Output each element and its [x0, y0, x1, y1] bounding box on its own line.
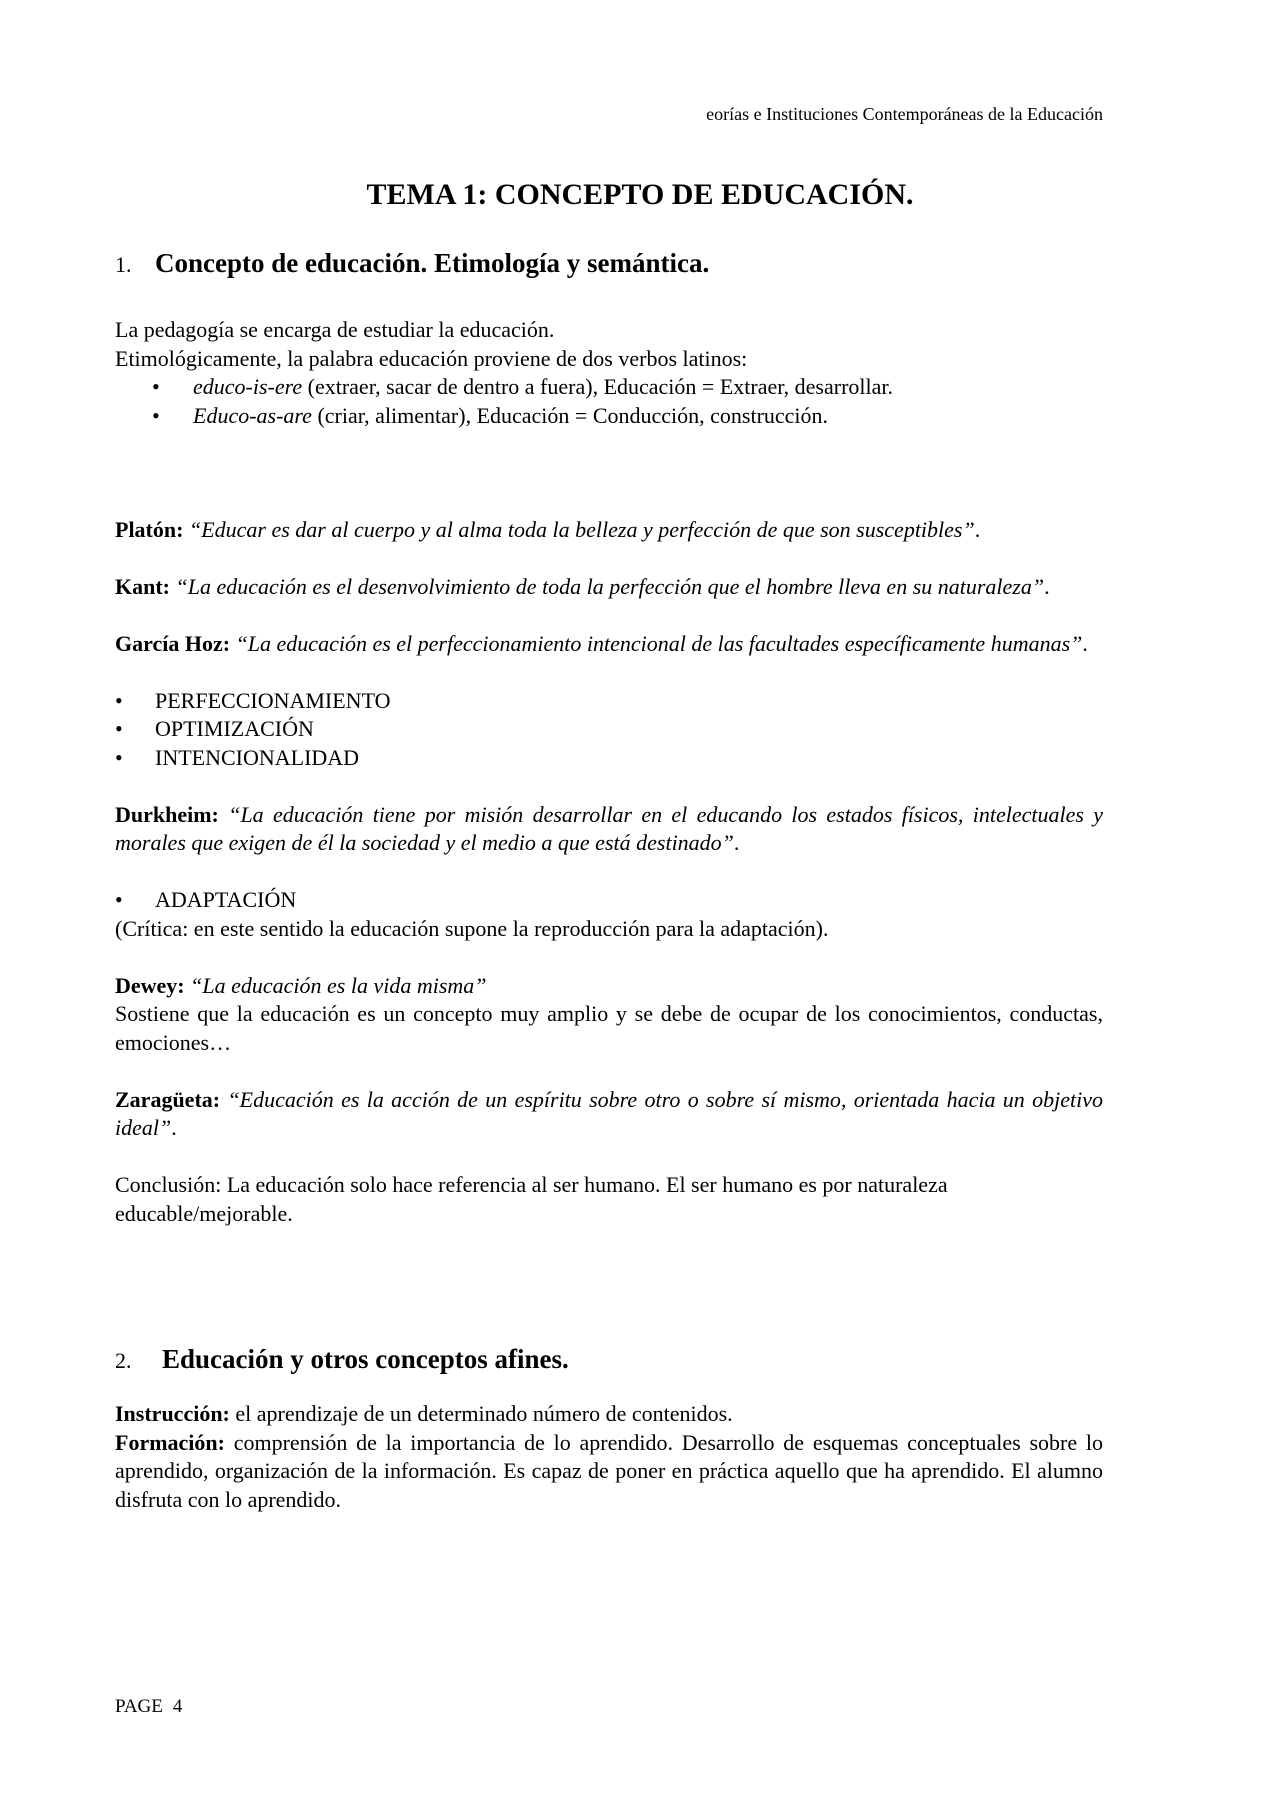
page-title: TEMA 1: CONCEPTO DE EDUCACIÓN.	[366, 178, 914, 211]
bullet-icon: •	[115, 687, 123, 713]
list-item	[115, 373, 1103, 402]
etymology-term: educo-is-ere	[193, 374, 303, 399]
author-quote: “La educación es el desenvolvimiento de toda la perfección que el hombre lleva en su naturaleza”	[175, 573, 1045, 599]
list-item: • PERFECCIONAMIENTO	[115, 687, 1103, 716]
running-header: eorías e Instituciones Contemporáneas de la Educación	[706, 104, 1103, 124]
bullet-icon: •	[152, 374, 160, 399]
author-quote: “La educación es la vida misma”	[190, 972, 487, 998]
dewey-explanation: Sostiene que la educación es un concepto muy amplio y se debe de ocupar de los conocimientos, conductas, emociones…	[115, 1001, 1103, 1055]
bullet-icon: •	[115, 887, 123, 912]
section-1-title: Concepto de educación. Etimología y semántica.	[155, 248, 710, 278]
author-name: García Hoz:	[115, 630, 231, 656]
author-quote: “Educación es la acción de un espíritu sobre otro o sobre sí mismo, orientada hacia un objetivo ideal”	[115, 1086, 1104, 1140]
author-quote: “Educar es dar al cuerpo y al alma toda la belleza y perfección de que son susceptibles”	[188, 516, 975, 542]
section-2-title: Educación y otros conceptos afines.	[162, 1344, 569, 1374]
critique-text: (Crítica: en este sentido la educación supone la reproducción para la adaptación).	[115, 915, 829, 941]
bullet-icon: •	[115, 716, 123, 741]
list-item: • OPTIMIZACIÓN	[115, 715, 1103, 744]
intro-paragraph-2: Etimológicamente, la palabra educación proviene de dos verbos latinos:	[115, 345, 748, 371]
section-1-number: 1.	[115, 252, 132, 277]
list-item: • ADAPTACIÓN	[115, 886, 1103, 915]
conclusion-text: Conclusión: La educación solo hace referencia al ser humano. El ser humano es por naturaleza educable/mejorable.	[115, 1172, 948, 1226]
bullet-icon: •	[115, 744, 123, 770]
author-name: Kant:	[115, 573, 170, 599]
etymology-term: Educo-as-are	[193, 402, 312, 428]
page-number: 4	[172, 1696, 183, 1717]
keywords-list	[115, 687, 1103, 773]
author-quote: “La educación tiene por misión desarrollar en el educando los estados físicos, intelectuales y morales que exigen de él la sociedad y el medio a que está destinado”	[115, 801, 1103, 855]
page-label: PAGE	[115, 1696, 163, 1717]
author-name: Zaragüeta:	[115, 1086, 221, 1112]
intro-paragraph-1: La pedagogía se encarga de estudiar la educación.	[115, 317, 555, 342]
author-name: Dewey:	[115, 972, 185, 998]
formacion-definition	[115, 1429, 1103, 1515]
instruccion-definition	[115, 1400, 1103, 1429]
bullet-icon: •	[152, 402, 160, 428]
etymology-text: (criar, alimentar), Educación = Conducción, construcción.	[311, 402, 829, 428]
etymology-list	[115, 373, 1103, 430]
list-item: • INTENCIONALIDAD	[115, 744, 1103, 773]
dewey-definition	[115, 972, 1103, 1001]
term-label: Instrucción:	[115, 1401, 230, 1426]
adaptation-list	[115, 886, 1103, 915]
author-quote: “La educación es el perfeccionamiento intencional de las facultades específicamente humanas”	[235, 630, 1083, 656]
term-text: comprensión de la importancia de lo aprendido. Desarrollo de esquemas conceptuales sobre lo aprendido, organización de la información. Es capaz de poner en práctica aquello que ha aprendido. El alumno disfruta con lo aprendido.	[115, 1429, 1103, 1512]
garcia-hoz-definition: García Hoz: “La educación es el perfeccionamiento intencional de las facultades específicamente humanas”.	[115, 630, 1088, 656]
section-2-number: 2.	[115, 1348, 132, 1373]
term-text: el aprendizaje de un determinado número de contenidos.	[229, 1401, 733, 1426]
etymology-text: (extraer, sacar de dentro a fuera), Educación = Extraer, desarrollar.	[302, 374, 894, 399]
section-2-heading	[115, 1342, 1103, 1378]
term-label: Formación:	[115, 1429, 225, 1455]
platon-definition: Platón: “Educar es dar al cuerpo y al alma toda la belleza y perfección de que son susceptibles”.	[115, 516, 981, 542]
page-footer	[115, 1696, 182, 1718]
zaragueta-definition: Zaragüeta: “Educación es la acción de un espíritu sobre otro o sobre sí mismo, orientada hacia un objetivo ideal”.	[115, 1086, 1104, 1140]
author-name: Platón:	[115, 516, 184, 542]
list-item	[115, 402, 1103, 431]
durkheim-definition: Durkheim: “La educación tiene por misión desarrollar en el educando los estados físicos, intelectuales y morales que exigen de él la sociedad y el medio a que está destinado”.	[115, 801, 1103, 855]
kant-definition: Kant: “La educación es el desenvolvimiento de toda la perfección que el hombre lleva en su naturaleza”.	[115, 573, 1050, 599]
section-1-heading	[115, 246, 1103, 282]
document-body	[115, 246, 1103, 1514]
author-name: Durkheim:	[115, 801, 219, 827]
